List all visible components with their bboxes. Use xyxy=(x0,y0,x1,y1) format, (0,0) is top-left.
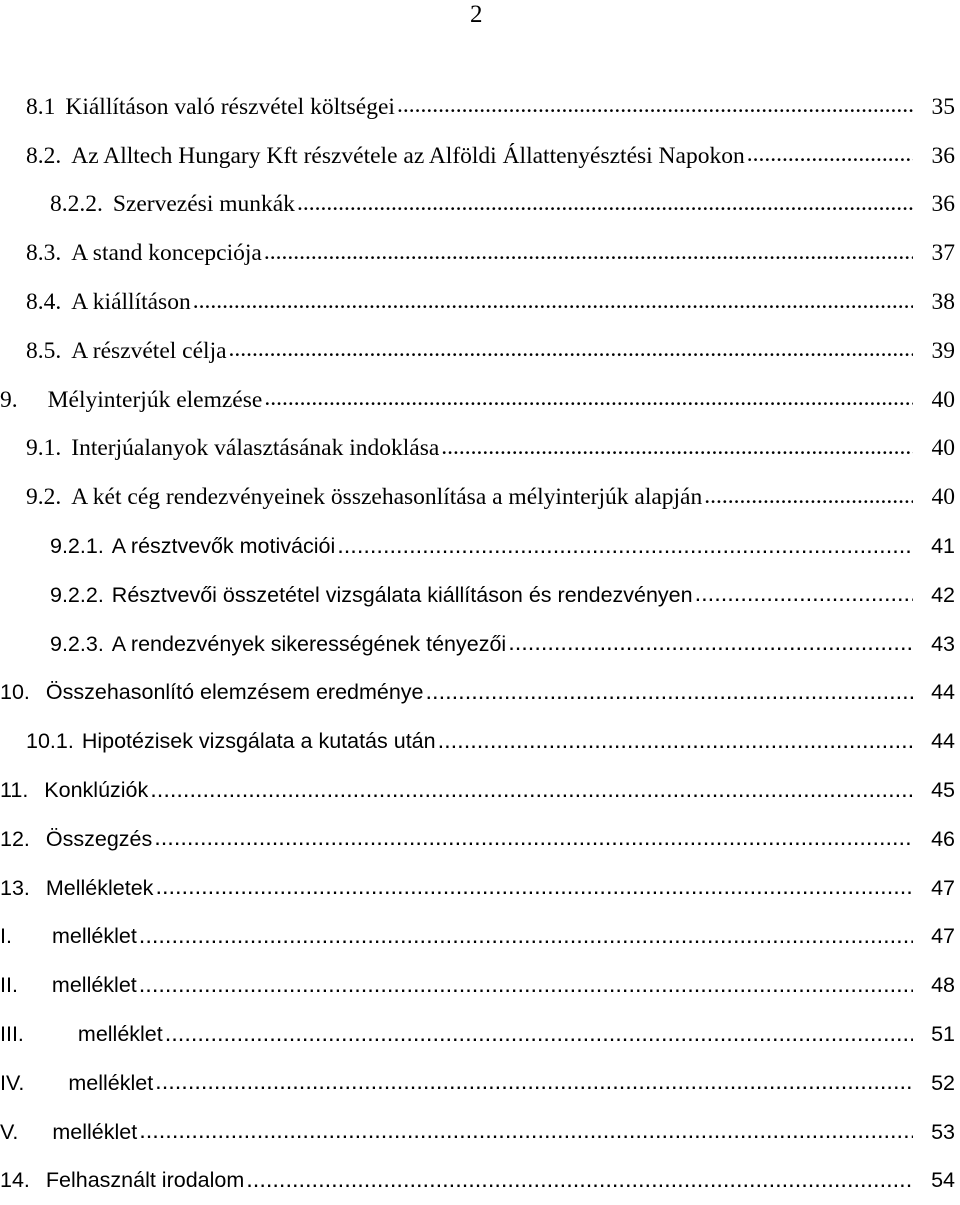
toc-entry-number: 10. xyxy=(0,680,30,705)
toc-entry-page: 41 xyxy=(931,534,955,559)
toc-entry-number: 9. xyxy=(0,386,18,413)
toc-dot-leader xyxy=(264,386,913,414)
toc-entry-title: Összehasonlító elemzésem eredménye xyxy=(45,680,424,705)
toc-entry-page: 54 xyxy=(931,1168,955,1193)
toc-entry-number: 8.5. xyxy=(26,337,62,364)
toc-entry-number: 13. xyxy=(0,875,30,900)
toc-entry-page: 35 xyxy=(931,93,955,120)
toc-entry-title: A két cég rendezvényeinek összehasonlítása a mélyinterjúk alapján xyxy=(71,484,703,511)
toc-entry-title: Összegzés xyxy=(45,826,153,851)
toc-dot-leader xyxy=(155,874,913,902)
toc-entry-page: 40 xyxy=(931,435,955,462)
toc-entry-page: 36 xyxy=(931,191,955,218)
toc-dot-leader xyxy=(747,142,913,170)
toc-dot-leader xyxy=(154,825,913,853)
toc-entry-title: Mélyinterjúk elemzése xyxy=(47,386,263,413)
toc-dot-leader xyxy=(165,1021,913,1049)
toc-entry-number: 12. xyxy=(0,826,30,851)
toc-entry[interactable] xyxy=(0,620,960,669)
toc-entry-number: 9.2.2. xyxy=(50,582,104,607)
toc-entry-page: 46 xyxy=(931,826,955,851)
toc-entry-title: A rendezvények sikerességének tényezői xyxy=(111,631,507,656)
toc-entry[interactable] xyxy=(0,473,960,522)
toc-entry-number: 8.2.2. xyxy=(50,191,103,218)
toc-entry-page: 47 xyxy=(931,924,955,949)
toc-entry[interactable] xyxy=(0,132,960,181)
toc-entry[interactable] xyxy=(0,278,960,327)
toc-entry-page: 37 xyxy=(931,240,955,267)
toc-dot-leader xyxy=(441,435,913,463)
toc-entry-number: 8.3. xyxy=(26,240,62,267)
toc-entry[interactable] xyxy=(0,1108,960,1157)
toc-entry[interactable] xyxy=(0,181,960,230)
toc-entry-title: Felhasznált irodalom xyxy=(45,1168,245,1193)
toc-entry-number: 9.2.1. xyxy=(50,534,104,559)
toc-entry-number: IV. xyxy=(0,1070,25,1095)
toc-entry[interactable] xyxy=(0,961,960,1010)
toc-dot-leader xyxy=(297,191,913,219)
toc-dot-leader xyxy=(337,533,913,561)
toc-dot-leader xyxy=(139,923,913,951)
toc-entry-title: Interjúalanyok választásának indoklása xyxy=(71,435,440,462)
toc-entry-page: 52 xyxy=(931,1070,955,1095)
toc-entry-title: Mellékletek xyxy=(45,875,154,900)
toc-entry-number: 9.1. xyxy=(26,435,62,462)
toc-entry-page: 47 xyxy=(931,875,955,900)
toc-entry-title: melléklet xyxy=(77,1022,163,1047)
toc-dot-leader xyxy=(150,777,913,805)
toc-entry-title: A részvétel célja xyxy=(71,337,227,364)
toc-entry[interactable] xyxy=(0,913,960,962)
toc-entry-page: 44 xyxy=(931,729,955,754)
toc-entry-number: 10.1. xyxy=(26,729,74,754)
toc-entry[interactable] xyxy=(0,83,960,132)
toc-entry-page: 40 xyxy=(931,386,955,413)
toc-entry[interactable] xyxy=(0,1010,960,1059)
toc-entry-number: 8.2. xyxy=(26,142,62,169)
toc-entry-number: 11. xyxy=(0,778,29,803)
toc-entry-title: melléklet xyxy=(52,1119,138,1144)
toc-entry[interactable] xyxy=(0,815,960,864)
toc-dot-leader xyxy=(508,630,913,658)
toc-entry-page: 40 xyxy=(931,484,955,511)
toc-dot-leader xyxy=(246,1167,913,1195)
toc-entry-title: A kiállításon xyxy=(71,289,191,316)
toc-entry-page: 36 xyxy=(931,142,955,169)
toc-entry-number: I. xyxy=(0,924,12,949)
toc-entry[interactable] xyxy=(0,766,960,815)
toc-entry-number: II. xyxy=(0,973,18,998)
toc-entry-page: 48 xyxy=(931,973,955,998)
toc-dot-leader xyxy=(264,240,913,268)
toc-entry[interactable] xyxy=(0,229,960,278)
toc-entry-title: Kiállításon való részvétel költségei xyxy=(65,93,395,120)
toc-entry-title: Szervezési munkák xyxy=(112,191,295,218)
toc-entry-number: 9.2.3. xyxy=(50,631,104,656)
toc-entry-number: 9.2. xyxy=(26,484,62,511)
toc-entry[interactable] xyxy=(0,522,960,571)
toc-entry[interactable] xyxy=(0,327,960,376)
table-of-contents xyxy=(0,83,960,1205)
toc-entry[interactable] xyxy=(0,669,960,718)
toc-dot-leader xyxy=(397,93,913,121)
toc-entry-title: Résztvevői összetétel vizsgálata kiállításon és rendezvényen xyxy=(111,582,693,607)
toc-entry-page: 43 xyxy=(931,631,955,656)
toc-entry[interactable] xyxy=(0,864,960,913)
toc-entry-page: 38 xyxy=(931,289,955,316)
toc-entry-title: melléklet xyxy=(51,973,137,998)
toc-entry-title: Hipotézisek vizsgálata a kutatás után xyxy=(81,729,436,754)
toc-entry-title: Konklúziók xyxy=(44,778,149,803)
toc-entry-page: 42 xyxy=(931,582,955,607)
toc-entry[interactable] xyxy=(0,376,960,425)
toc-entry-title: melléklet xyxy=(51,924,137,949)
toc-entry-number: 14. xyxy=(0,1168,30,1193)
toc-dot-leader xyxy=(695,581,913,609)
toc-entry[interactable] xyxy=(0,1059,960,1108)
toc-entry-page: 39 xyxy=(931,337,955,364)
toc-dot-leader xyxy=(438,728,913,756)
page-number: 2 xyxy=(470,1,483,28)
toc-entry-page: 44 xyxy=(931,680,955,705)
toc-entry[interactable] xyxy=(0,425,960,474)
toc-entry-title: A stand koncepciója xyxy=(71,240,262,267)
toc-entry[interactable] xyxy=(0,571,960,620)
toc-dot-leader xyxy=(704,484,913,512)
toc-dot-leader xyxy=(426,679,913,707)
toc-dot-leader xyxy=(229,337,913,365)
toc-entry[interactable] xyxy=(0,1157,960,1205)
toc-entry-number: V. xyxy=(0,1119,19,1144)
toc-entry-page: 51 xyxy=(931,1022,955,1047)
toc-entry-number: 8.4. xyxy=(26,289,62,316)
toc-entry-title: Az Alltech Hungary Kft részvétele az Alföldi Állattenyésztési Napokon xyxy=(71,142,745,169)
toc-dot-leader xyxy=(139,972,913,1000)
toc-dot-leader xyxy=(139,1118,913,1146)
toc-entry-title: A résztvevők motivációi xyxy=(111,534,336,559)
toc-entry-number: III. xyxy=(0,1022,24,1047)
toc-entry-title: melléklet xyxy=(68,1070,154,1095)
toc-entry-page: 53 xyxy=(931,1119,955,1144)
toc-dot-leader xyxy=(155,1069,913,1097)
toc-entry-number: 8.1 xyxy=(26,93,56,120)
toc-entry-page: 45 xyxy=(931,778,955,803)
toc-dot-leader xyxy=(193,289,913,317)
toc-entry[interactable] xyxy=(0,717,960,766)
